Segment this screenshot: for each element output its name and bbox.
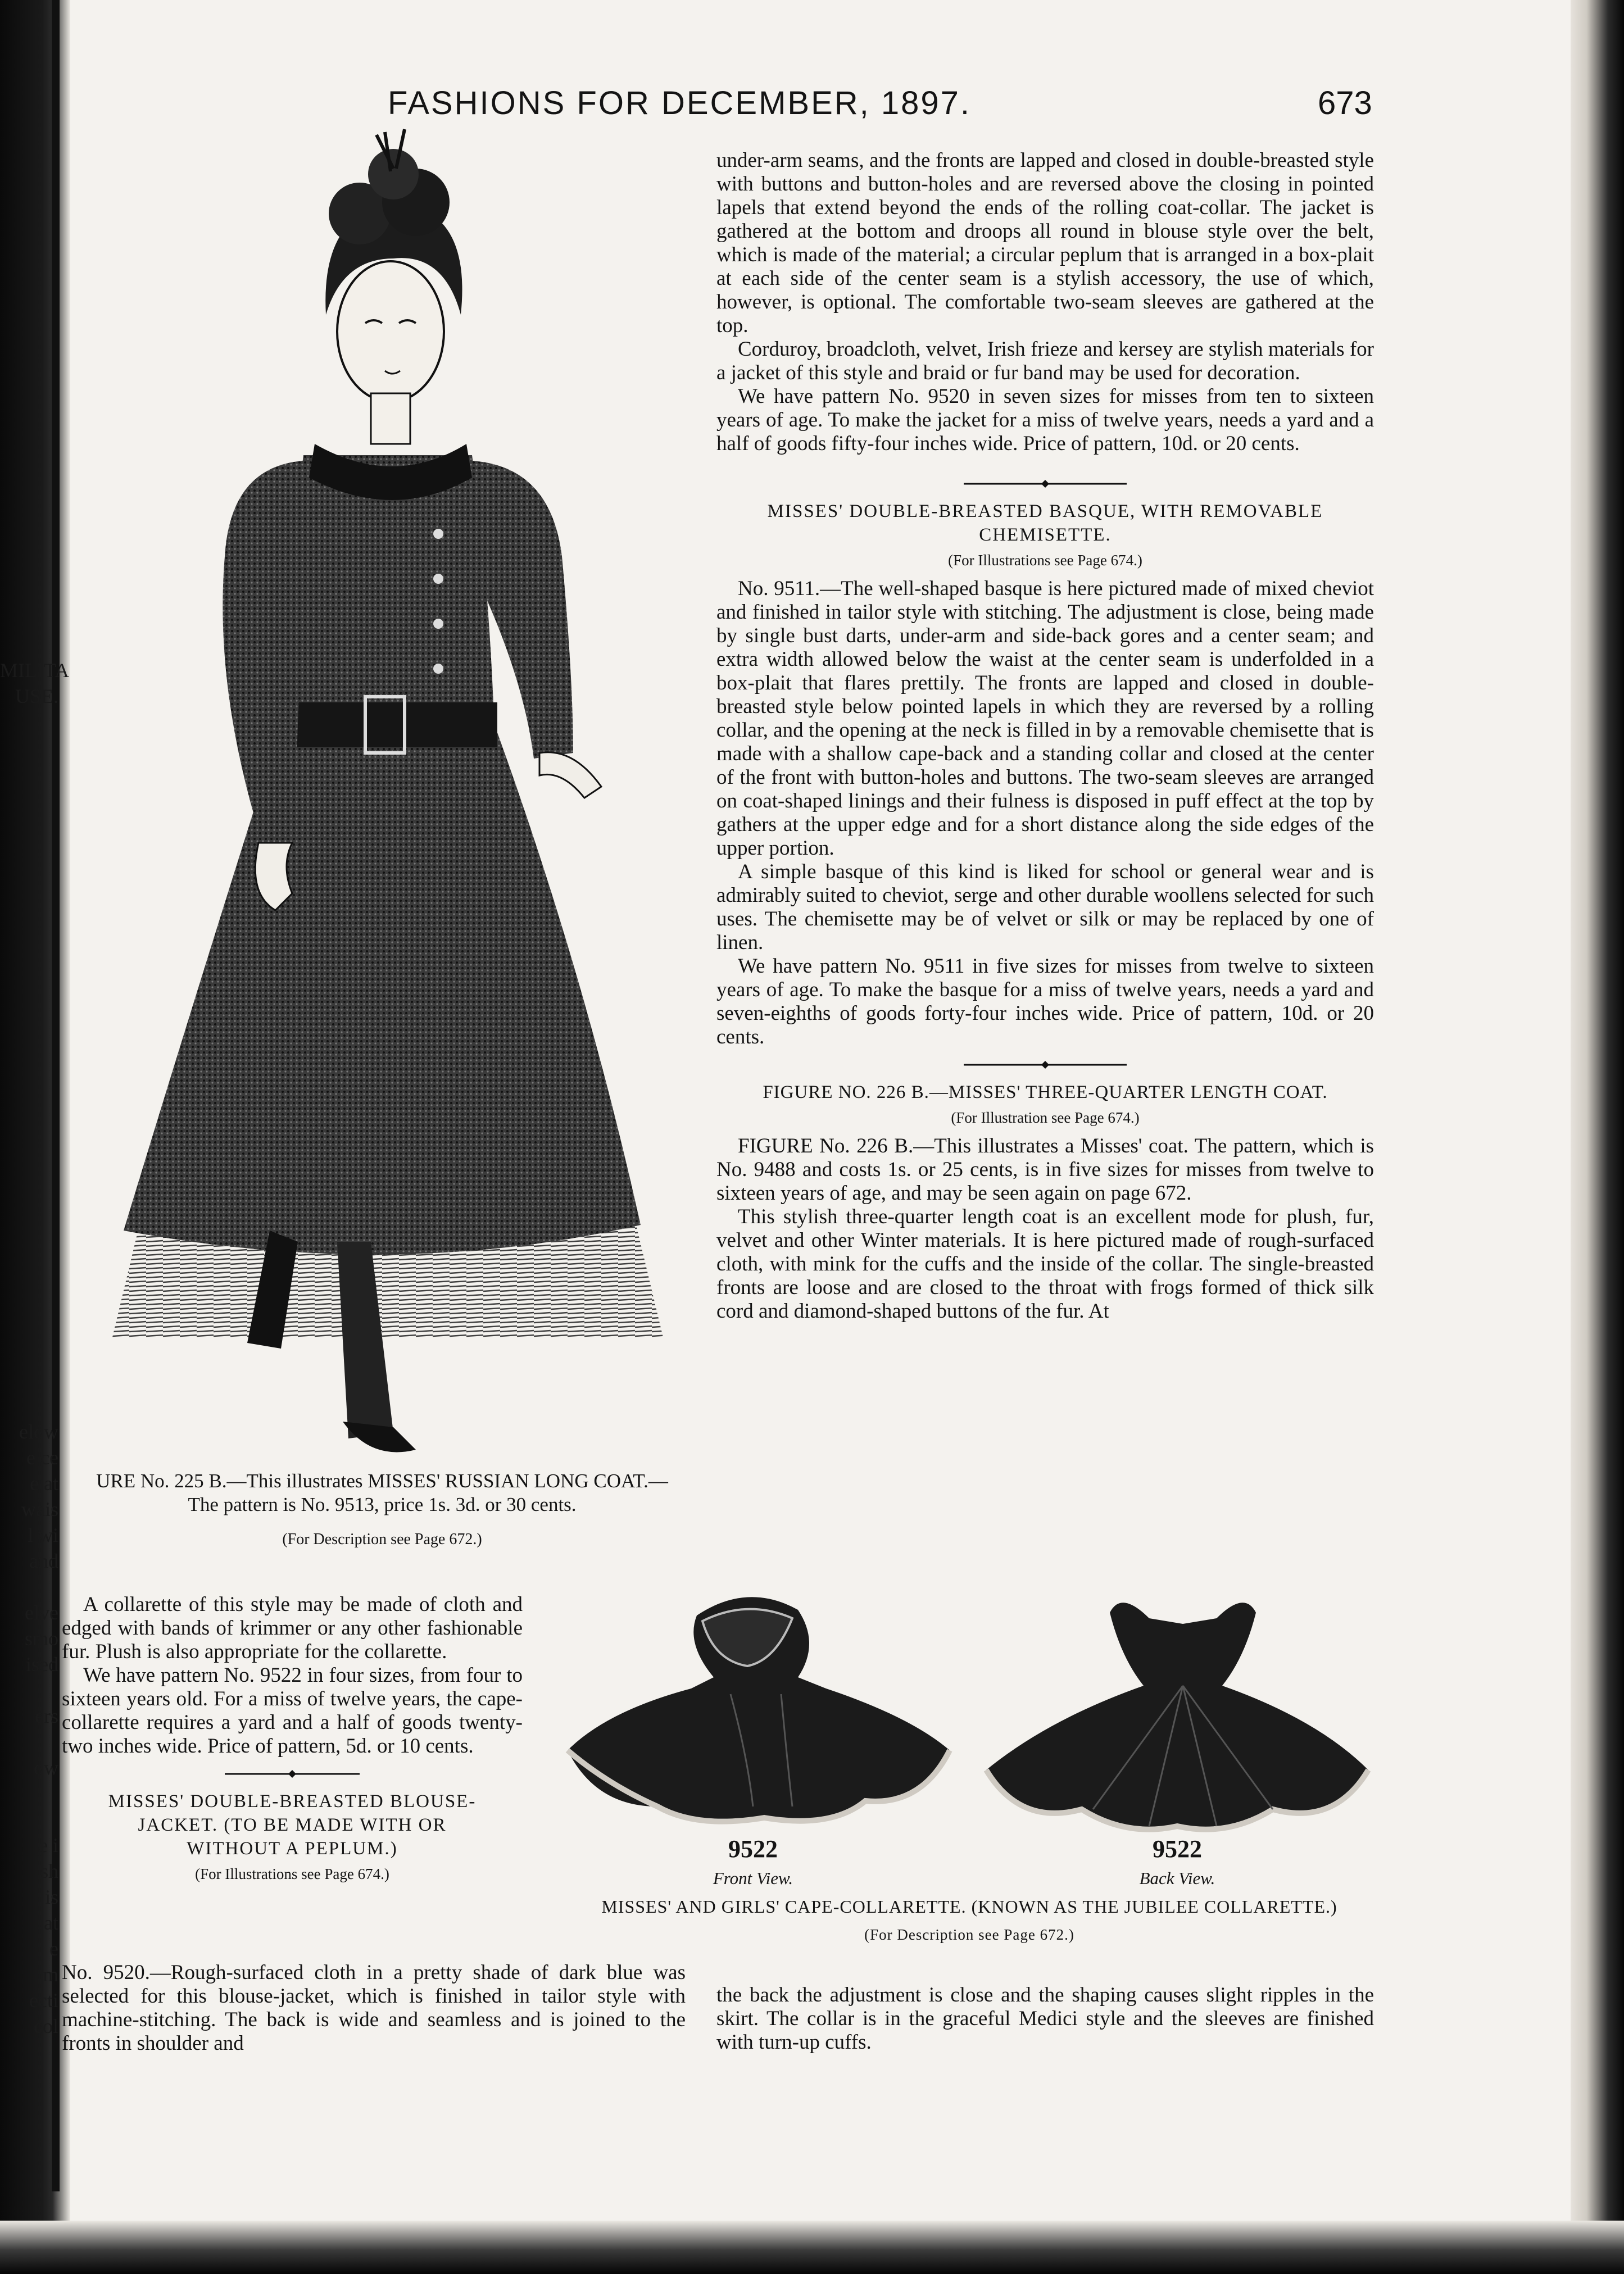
- front-view-pattern-number: 9522: [728, 1835, 778, 1863]
- bleed-line: elve: [25, 1601, 58, 1624]
- bleed-line: USE.: [15, 685, 58, 707]
- blouse-jacket-pattern: We have pattern No. 9520 in seven sizes for misses from ten to sixteen years of age. To make the jacket for a miss of twelve years, needs a yard and a half of goods fifty-four inches wide. Price of pattern, 10d. or 20 cents.: [716, 385, 1374, 455]
- right-column: [716, 149, 1374, 1323]
- bleed-line: [0, 1729, 62, 1755]
- right-column-bottom: [716, 1983, 1374, 2054]
- bleed-line: ecti: [29, 1989, 58, 2012]
- basque-paragraph: We have pattern No. 9511 in five sizes for misses from twelve to sixteen years of age. To make the basque for a miss of twelve years, needs a yard and seven-eighths of goods forty-four inches wide. Price of pattern, 10d. or 20 cents.: [716, 955, 1374, 1049]
- bleed-line: MILITA: [0, 659, 70, 682]
- blouse-jacket-heading: [62, 1790, 523, 1860]
- collarette-paragraph: We have pattern No. 9522 in four sizes, from four to sixteen years old. For a miss of twelve years, the cape-collarette requires a yard and a half of goods twenty-two inches wide. Price of pattern, 5d. or 10 cents.: [62, 1664, 523, 1758]
- coat-heading: FIGURE NO. 226 B.—MISSES' THREE-QUARTER LENGTH COAT.: [763, 1082, 1328, 1102]
- bleed-line: e i: [39, 1834, 58, 1857]
- figure-225b-caption-line1: URE No. 225 B.—This illustrates MISSES' RUSSIAN LONG COAT.—: [96, 1470, 668, 1492]
- basque-heading-line: MISSES' DOUBLE-BREASTED BASQUE, WITH REMOVABLE: [767, 501, 1323, 521]
- bleed-line: wais: [21, 1498, 58, 1520]
- bleed-line: [0, 1677, 62, 1703]
- collarette-paragraph: A collarette of this style may be made of cloth and edged with bands of krimmer or any other fashionable fur. Plush is also appropriate for the collarette.: [62, 1593, 523, 1663]
- left-column-lower: [62, 1593, 523, 1891]
- collarette-back-view-illustration: [981, 1590, 1374, 1837]
- blouse-jacket-reference: (For Illustrations see Page 674.): [195, 1866, 389, 1882]
- figure-225b-caption: [62, 1469, 702, 1551]
- blouse-heading-line: WITHOUT A PEPLUM.): [187, 1839, 398, 1859]
- facing-page-bleed-upper: [0, 657, 70, 709]
- scan-border-bottom: [0, 2221, 1624, 2274]
- bleed-line: and: [29, 1550, 58, 1572]
- blouse-heading-line: MISSES' DOUBLE-BREASTED BLOUSE-: [108, 1791, 477, 1812]
- bleed-line: l wi: [27, 1524, 58, 1546]
- bleed-line: [0, 1781, 62, 1807]
- collarette-reference: (For Description see Page 672.): [864, 1926, 1074, 1943]
- bleed-line: col: [34, 2015, 58, 2037]
- running-head: FASHIONS FOR DECEMBER, 1897.: [388, 85, 972, 121]
- figure-225b-caption-line2: The pattern is No. 9513, price 1s. 3d. or 30 cents.: [188, 1494, 577, 1515]
- blouse-jacket-text: No. 9520.—Rough-surfaced cloth in a pretty shade of dark blue was selected for this blouse-jacket, which is finished in tailor style with machine-stitching. The back is wide and seamless and is joined to the fronts in shoulder and: [62, 1961, 686, 2055]
- bleed-line: e at: [30, 1472, 58, 1495]
- bleed-line: e ce: [26, 1446, 58, 1469]
- bleed-line: smo: [24, 1627, 58, 1650]
- basque-heading-line: CHEMISETTE.: [979, 525, 1112, 545]
- bleed-line: is: [44, 1886, 58, 1908]
- basque-reference: (For Illustrations see Page 674.): [948, 552, 1142, 569]
- back-view-pattern-number: 9522: [1153, 1835, 1202, 1863]
- bleed-line: ow: [34, 1756, 58, 1779]
- bleed-line: elow: [19, 1420, 58, 1443]
- coat-paragraph: This stylish three-quarter length coat is an excellent mode for plush, fur, velvet and other Winter materials. It is here pictured made of rough-surfaced cloth, with mink for the cuffs and the inside of the collar. The single-breasted fronts are loose and are closed to the throat with frogs formed of thick silk cord and diamond-shaped buttons of the fur. At: [716, 1205, 1374, 1323]
- bleed-line: at: [44, 1912, 58, 1934]
- front-view-label: Front View.: [713, 1868, 793, 1888]
- back-view-label: Back View.: [1139, 1868, 1215, 1888]
- blouse-jacket-materials: Corduroy, broadcloth, velvet, Irish frieze and kersey are stylish materials for a jacket of this style and braid or fur band may be used for decoration.: [716, 338, 1374, 384]
- collarette-caption: [562, 1895, 1377, 1946]
- coat-continued: the back the adjustment is close and the shaping causes slight ripples in the skirt. The collar is in the graceful Medici style and the sleeves are finished with turn-up cuffs.: [716, 1983, 1374, 2054]
- section-divider: [225, 1768, 360, 1780]
- collarette-caption-text: MISSES' AND GIRLS' CAPE-COLLARETTE. (KNOWN AS THE JUBILEE COLLARETTE.): [601, 1896, 1337, 1917]
- left-column-bottom: [62, 1961, 686, 2055]
- basque-heading: [716, 500, 1374, 547]
- coat-reference: (For Illustration see Page 674.): [951, 1109, 1140, 1126]
- basque-paragraph: A simple basque of this kind is liked for school or general wear and is admirably suited to cheviot, serge and other durable woollens selected for such uses. The chemisette may be of velvet or silk or may be replaced by one of linen.: [716, 860, 1374, 954]
- figure-225b-reference: (For Description see Page 672.): [282, 1531, 482, 1548]
- bleed-line: sh: [40, 1860, 58, 1882]
- coat-paragraph: FIGURE No. 226 B.—This illustrates a Misses' coat. The pattern, which is No. 9488 and costs 1s. or 25 cents, is in five sizes for misses from twelve to sixteen years of age, and may be seen again on page 672.: [716, 1134, 1374, 1205]
- bleed-line: ers: [35, 1705, 58, 1727]
- collarette-front-view-illustration: [562, 1582, 955, 1835]
- bleed-line: ised: [26, 1653, 58, 1676]
- section-divider: [964, 1059, 1127, 1070]
- bleed-line: m: [42, 1963, 58, 1986]
- page-number: 673: [1318, 85, 1372, 121]
- russian-long-coat-illustration: [79, 129, 697, 1461]
- basque-paragraph: No. 9511.—The well-shaped basque is here pictured made of mixed cheviot and finished in tailor style with stitching. The adjustment is close, being made by single bust darts, under-arm and side-back gores and a center seam; and extra width allowed below the waist at the center seam is underfolded in a box-plait that flares prettily. The fronts are lapped and closed in double-breasted style below pointed lapels in which they are reversed by a rolling collar, and the opening at the neck is filled in by a removable chemisette that is made with a shallow cape-back and a standing collar and closed at the center of the front with button-holes and buttons. The two-seam sleeves are arranged on coat-shaped linings and their fulness is disposed in puff effect at the top by gathers at the upper edge and for a short distance along the side edges of the upper portion.: [716, 577, 1374, 860]
- section-divider: [964, 478, 1127, 489]
- bleed-line: [0, 1574, 62, 1600]
- bleed-line: [0, 1807, 62, 1832]
- blouse-heading-line: JACKET. (TO BE MADE WITH OR: [138, 1815, 447, 1835]
- facing-page-bleed-lower: [0, 1419, 62, 2039]
- blouse-jacket-continued: under-arm seams, and the fronts are lapped and closed in double-breasted style with buttons and button-holes and are reversed above the closing in pointed lapels that extend beyond the ends of the rolling coat-collar. The jacket is gathered at the bottom and droops all round in blouse style over the belt, which is made of the material; a circular peplum that is arranged in a box-plait at each side of the center seam is a stylish accessory, the use of which, however, is optional. The comfortable two-seam sleeves are gathered at the top.: [716, 149, 1374, 337]
- scan-border-right: [1571, 0, 1624, 2274]
- bleed-line: e: [49, 1937, 58, 1960]
